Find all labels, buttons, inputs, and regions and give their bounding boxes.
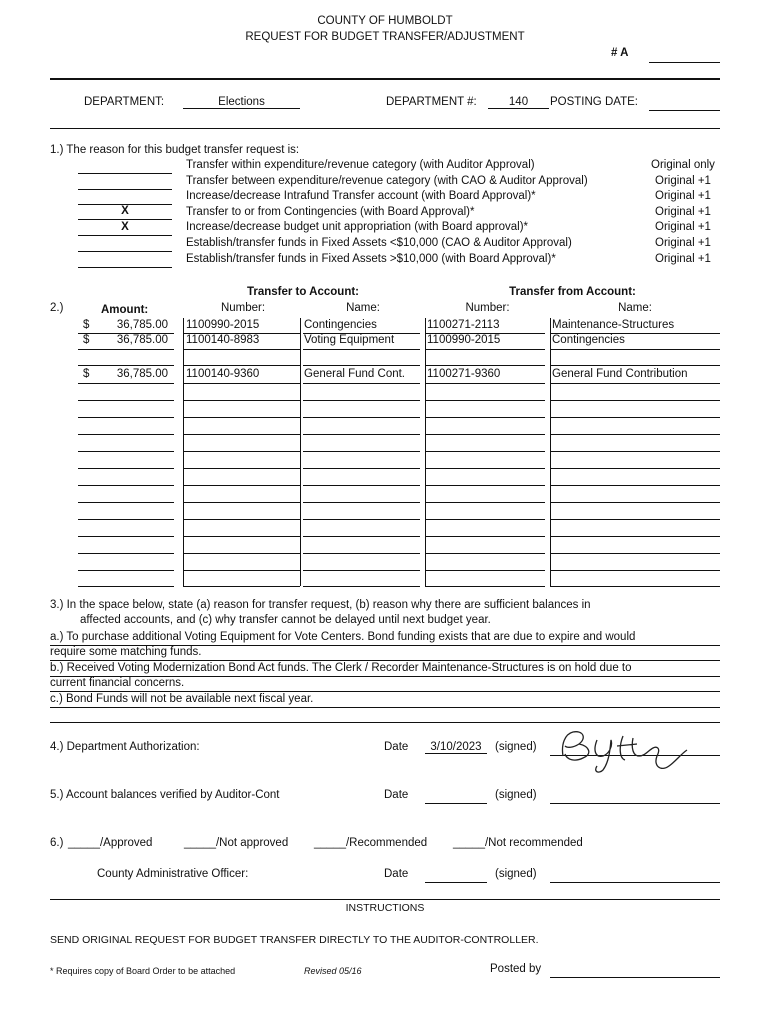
table-rule [550, 365, 720, 366]
table-rule [183, 383, 300, 384]
table-rule [183, 553, 300, 554]
table-rule [425, 417, 545, 418]
dept-auth-date-field[interactable]: 3/10/2023 [425, 741, 487, 754]
transfer-to-header: Transfer to Account: [246, 286, 360, 298]
table-rule [303, 365, 420, 366]
reason-checkbox-5[interactable]: X [78, 221, 172, 236]
department-label: DEPARTMENT: [84, 96, 165, 108]
reason-b-line2[interactable]: current financial concerns. [50, 677, 185, 689]
table-rule [78, 349, 174, 350]
reason-checkbox-2[interactable] [78, 175, 172, 190]
from-name-cell[interactable]: Contingencies [552, 334, 625, 346]
table-rule [78, 434, 174, 435]
table-rule [183, 349, 300, 350]
to-number-cell[interactable]: 1100140-9360 [186, 368, 260, 380]
table-rule [425, 586, 545, 587]
amount-header: Amount: [101, 304, 149, 316]
posted-by-field[interactable] [550, 977, 720, 978]
text-line [50, 691, 720, 692]
table-rule [425, 383, 545, 384]
table-rule [78, 365, 174, 366]
department-field[interactable]: Elections [183, 96, 300, 109]
table-rule [425, 519, 545, 520]
reason-copies-1: Original only [651, 159, 715, 171]
table-rule [303, 536, 420, 537]
table-rule [78, 485, 174, 486]
amount-cell[interactable]: 36,785.00 [116, 334, 168, 346]
table-rule [425, 553, 545, 554]
posting-date-field[interactable] [649, 110, 720, 111]
column-divider [425, 318, 426, 586]
reason-checkbox-1[interactable] [78, 159, 172, 174]
auditor-date-field[interactable] [425, 803, 487, 804]
instructions-heading: INSTRUCTIONS [345, 902, 425, 914]
table-rule [550, 536, 720, 537]
column-divider [300, 318, 301, 586]
revision-date: Revised 05/16 [304, 966, 362, 976]
reason-c-line1[interactable]: c.) Bond Funds will not be available next fiscal year. [50, 693, 314, 705]
table-rule [425, 400, 545, 401]
table-rule [550, 502, 720, 503]
section3-prompt-1: 3.) In the space below, state (a) reason for transfer request, (b) reason why there are sufficient balances in [50, 599, 591, 611]
table-rule [183, 570, 300, 571]
table-rule [303, 349, 420, 350]
form-number-label: # A [611, 47, 629, 59]
reason-checkbox-7[interactable] [78, 253, 172, 268]
board-order-note: * Requires copy of Board Order to be attached [50, 966, 236, 976]
table-rule [303, 553, 420, 554]
reason-checkbox-3[interactable] [78, 190, 172, 205]
dept-authorization-label: 4.) Department Authorization: [50, 741, 200, 753]
date-label: Date [384, 741, 409, 753]
table-rule [550, 349, 720, 350]
table-rule [78, 570, 174, 571]
table-rule [78, 519, 174, 520]
date-label: Date [384, 868, 409, 880]
table-rule [425, 365, 545, 366]
table-rule [425, 485, 545, 486]
table-rule [78, 536, 174, 537]
table-rule [550, 553, 720, 554]
table-rule [78, 383, 174, 384]
send-instructions: SEND ORIGINAL REQUEST FOR BUDGET TRANSFER DIRECTLY TO THE AUDITOR-CONTROLLER. [50, 934, 539, 946]
signed-label: (signed) [495, 868, 537, 880]
section6-label: 6.) [50, 837, 64, 849]
amount-cell[interactable]: 36,785.00 [116, 368, 168, 380]
table-rule [303, 468, 420, 469]
text-line [50, 660, 720, 661]
currency-symbol: $ [83, 319, 90, 331]
table-rule [183, 365, 300, 366]
table-rule [550, 570, 720, 571]
reason-copies-7: Original +1 [655, 253, 711, 265]
table-rule [303, 434, 420, 435]
header-divider [50, 78, 720, 80]
table-rule [425, 570, 545, 571]
table-rule [183, 485, 300, 486]
signed-label: (signed) [495, 789, 537, 801]
reason-text-6: Establish/transfer funds in Fixed Assets <$10,000 (CAO & Auditor Approval) [186, 237, 572, 249]
table-rule [183, 417, 300, 418]
table-rule [550, 586, 720, 587]
department-number-label: DEPARTMENT #: [386, 96, 477, 108]
date-label: Date [384, 789, 409, 801]
not-approved-option[interactable]: _____/Not approved [184, 837, 289, 849]
not-recommended-option[interactable]: _____/Not recommended [453, 837, 583, 849]
reason-copies-2: Original +1 [655, 175, 711, 187]
table-rule [550, 485, 720, 486]
auditor-signature-field[interactable] [550, 803, 720, 804]
cao-label: County Administrative Officer: [97, 868, 249, 880]
table-rule [78, 468, 174, 469]
table-rule [303, 502, 420, 503]
table-rule [303, 383, 420, 384]
approved-option[interactable]: _____/Approved [68, 837, 153, 849]
recommended-option[interactable]: _____/Recommended [314, 837, 428, 849]
reason-text-3: Increase/decrease Intrafund Transfer account (with Board Approval)* [186, 190, 536, 202]
currency-symbol: $ [83, 368, 90, 380]
table-rule [425, 502, 545, 503]
to-name-cell[interactable]: Voting Equipment [304, 334, 395, 346]
reason-a-line2[interactable]: require some matching funds. [50, 646, 202, 658]
column-divider [550, 318, 551, 586]
posted-by-label: Posted by [490, 963, 542, 975]
table-rule [425, 536, 545, 537]
section3-prompt-2: affected accounts, and (c) why transfer cannot be delayed until next budget year. [80, 614, 491, 626]
table-rule [303, 451, 420, 452]
reason-copies-6: Original +1 [655, 237, 711, 249]
from-name-header: Name: [618, 302, 652, 314]
currency-symbol: $ [83, 334, 90, 346]
table-rule [303, 400, 420, 401]
table-rule [550, 468, 720, 469]
from-name-cell[interactable]: Maintenance-Structures [552, 319, 675, 331]
cao-signature-field[interactable] [550, 882, 720, 883]
text-line [50, 707, 720, 708]
to-number-header: Number: [220, 302, 266, 314]
table-rule [303, 485, 420, 486]
table-rule [78, 502, 174, 503]
table-rule [183, 400, 300, 401]
cao-date-field[interactable] [425, 882, 487, 883]
from-name-cell[interactable]: General Fund Contribution [552, 368, 688, 380]
from-number-cell[interactable]: 1100271-2113 [427, 319, 500, 331]
table-rule [425, 349, 545, 350]
table-rule [550, 519, 720, 520]
dept-divider [50, 128, 720, 129]
to-name-cell[interactable]: General Fund Cont. [304, 368, 406, 380]
table-rule [550, 451, 720, 452]
reason-copies-4: Original +1 [655, 206, 711, 218]
reason-b-line1[interactable]: b.) Received Voting Modernization Bond Act funds. The Clerk / Recorder Maintenance-Structures is on hold due to [50, 662, 632, 674]
column-divider [183, 318, 184, 586]
posting-date-label: POSTING DATE: [550, 96, 638, 108]
from-number-cell[interactable]: 1100271-9360 [427, 368, 501, 380]
reason-text-4: Transfer to or from Contingencies (with Board Approval)* [186, 206, 475, 218]
amount-cell[interactable]: 36,785.00 [116, 319, 168, 331]
to-name-cell[interactable]: Contingencies [304, 319, 377, 331]
table-rule [303, 570, 420, 571]
table-rule [183, 451, 300, 452]
table-rule [183, 468, 300, 469]
table-rule [78, 451, 174, 452]
reason-checkbox-4[interactable]: X [78, 205, 172, 220]
form-title: REQUEST FOR BUDGET TRANSFER/ADJUSTMENT [245, 31, 525, 43]
table-rule [425, 434, 545, 435]
reason-text-7: Establish/transfer funds in Fixed Assets >$10,000 (with Board Approval)* [186, 253, 556, 265]
department-number-field[interactable]: 140 [488, 96, 549, 109]
table-rule [425, 468, 545, 469]
reason-copies-5: Original +1 [655, 221, 711, 233]
table-rule [183, 434, 300, 435]
to-number-cell[interactable]: 1100990-2015 [186, 319, 260, 331]
table-rule [183, 502, 300, 503]
form-number-field[interactable] [649, 62, 720, 63]
table-rule [78, 586, 174, 587]
table-rule [550, 383, 720, 384]
reason-checkbox-6[interactable] [78, 237, 172, 252]
handwritten-signature [553, 726, 693, 776]
table-rule [550, 434, 720, 435]
table-rule [78, 553, 174, 554]
from-number-header: Number: [465, 302, 510, 314]
table-rule [183, 519, 300, 520]
section3-divider [50, 722, 720, 723]
auditor-verify-label: 5.) Account balances verified by Auditor-Cont [50, 789, 280, 801]
reason-a-line1[interactable]: a.) To purchase additional Voting Equipment for Vote Centers. Bond funding exists that are due to expire and would [50, 631, 636, 643]
table-rule [78, 417, 174, 418]
transfer-from-header: Transfer from Account: [509, 286, 636, 298]
table-rule [303, 417, 420, 418]
table-rule [303, 519, 420, 520]
section1-label: 1.) The reason for this budget transfer request is: [50, 144, 300, 156]
reason-copies-3: Original +1 [655, 190, 711, 202]
to-number-cell[interactable]: 1100140-8983 [186, 334, 260, 346]
county-title: COUNTY OF HUMBOLDT [317, 15, 453, 27]
table-rule [78, 400, 174, 401]
signed-label: (signed) [495, 741, 537, 753]
footer-divider [50, 899, 720, 900]
table-rule [550, 400, 720, 401]
table-rule [183, 536, 300, 537]
reason-text-5: Increase/decrease budget unit appropriation (with Board approval)* [186, 221, 529, 233]
table-rule [303, 586, 420, 587]
reason-text-1: Transfer within expenditure/revenue category (with Auditor Approval) [186, 159, 535, 171]
table-rule [183, 586, 300, 587]
from-number-cell[interactable]: 1100990-2015 [427, 334, 501, 346]
reason-text-2: Transfer between expenditure/revenue category (with CAO & Auditor Approval) [186, 175, 588, 187]
section2-label: 2.) [50, 302, 64, 314]
table-rule [550, 417, 720, 418]
to-name-header: Name: [346, 302, 380, 314]
table-rule [425, 451, 545, 452]
